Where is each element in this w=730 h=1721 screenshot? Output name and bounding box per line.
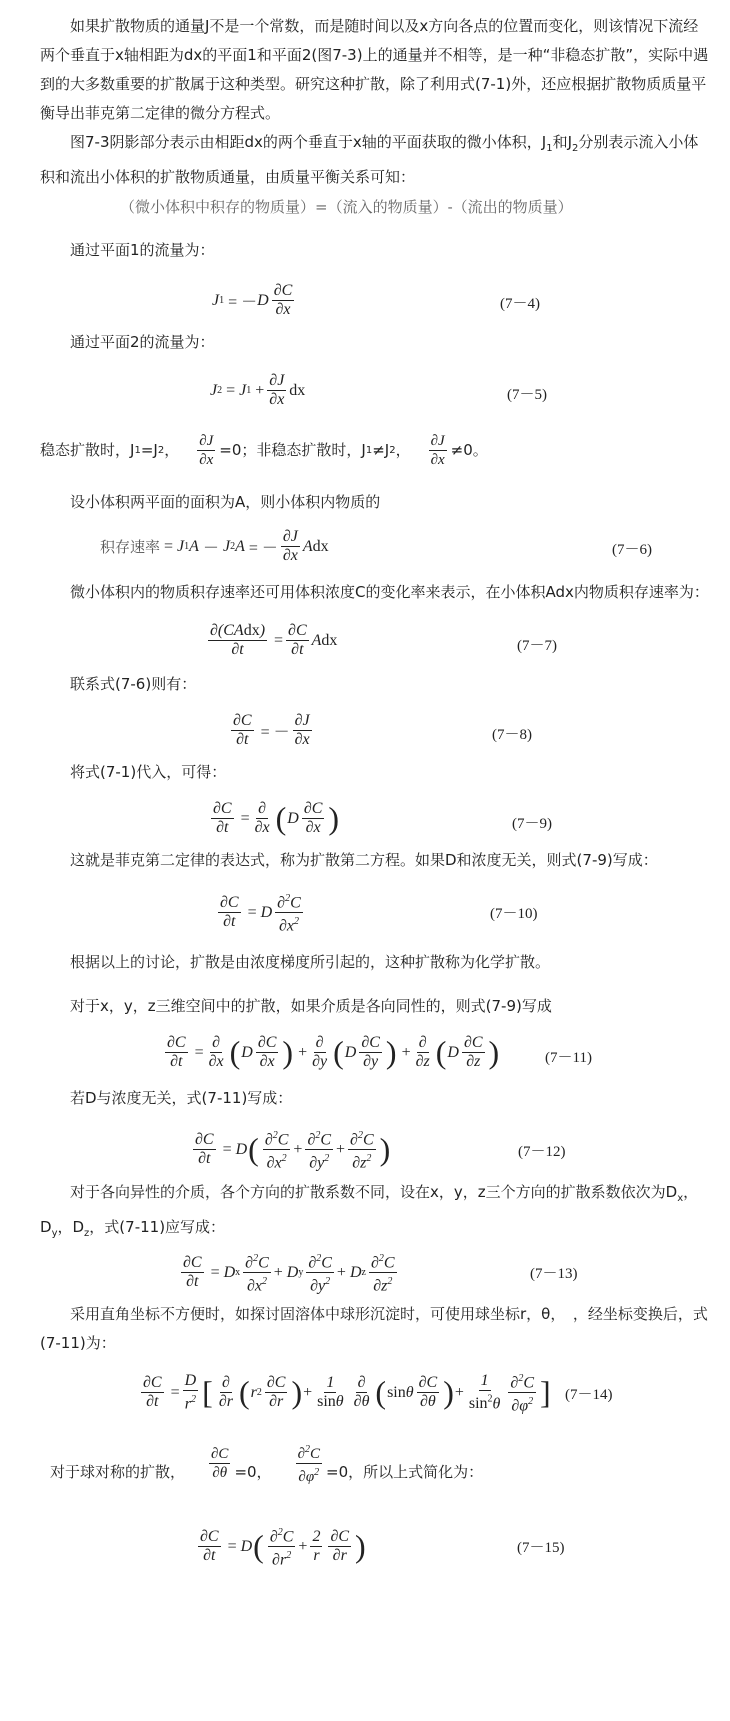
equation-7-8: $\frac{\partial C}{\partial t}$ = － $\frac{\partial J}{\partial x}$ — [233, 712, 310, 748]
steady-state-line: 稳态扩散时，J 1 =J 2 ， $\frac{\partial J}{\partial x}$ =0；非稳态扩散时，J 1 ≠J 2 ， $\frac{\partial J}{\partial x}$ ≠0。 — [40, 433, 488, 468]
equation-number-7-14: (7－14) — [565, 1387, 613, 1403]
equation-number-7-6: (7－6) — [612, 542, 652, 558]
equation-7-4: J 1 = － D $\frac{\partial C}{\partial x}$ — [212, 282, 293, 318]
substitute-label: 将式(7-1)代入，可得： — [70, 763, 227, 781]
equation-number-7-13: (7－13) — [530, 1266, 578, 1282]
equation-number-7-7: (7－7) — [517, 638, 557, 654]
equation-7-15: $\frac{\partial C}{\partial t}$ = D ( $\frac{\partial^2C}{\partial r^2}$ + $\frac{2}{r}$ $\frac{\partial C}{\partial r}$ ) — [195, 1524, 367, 1570]
equation-7-11: $\frac{\partial C}{\partial t}$ = $\frac{\partial}{\partial x}$ ( D $\frac{\partial C}{\partial x}$ ) + $\frac{\partial}{\partial y}$ ( D $\frac{\partial C}{\partial y}$ ) + $\frac{\partial}{\partial z}$ ( D $\frac{\partial C}{\partial z}$ ) — [167, 1034, 500, 1070]
chemical-diffusion-text: 根据以上的讨论，扩散是由浓度梯度所引起的，这种扩散称为化学扩散。 — [70, 953, 551, 971]
equation-7-10: $\frac{\partial C}{\partial t}$ = D $\frac{\partial^2C}{\partial x^2}$ — [215, 890, 306, 936]
flux1-label: 通过平面1的流量为： — [70, 241, 215, 259]
equation-7-13: $\frac{\partial C}{\partial t}$ = D x $\frac{\partial^2C}{\partial x^2}$ + D y $\frac{\partial^2C}{\partial y^2}$ + D z $\frac{\partial^2C}{\partial z^2}$ — [178, 1250, 400, 1296]
equation-number-7-12: (7－12) — [518, 1144, 566, 1160]
equation-7-7: $\frac{\text{∂(CAdx)}}{\partial t}$ = $\frac{\partial C}{\partial t}$ A dx — [210, 622, 338, 658]
equation-number-7-15: (7－15) — [517, 1540, 565, 1556]
equation-7-14: $\frac{\partial C}{\partial t}$ = $\frac{D}{r^2}$ [ $\frac{\partial}{\partial r}$ ( r 2 $\frac{\partial C}{\partial r}$ ) + $\frac{1}{\sin\theta}$ $\frac{\partial}{\partial\theta}$ ( sin θ $\frac{\partial C}{\partial\theta}$ ) + $\frac{1}{\sin^2\theta}$ $\frac{\partial^2C}{\partial\varphi^2}$ ] — [138, 1370, 552, 1416]
volume-text-a: 图7-3阴影部分表示由相距dx的两个垂直于x轴的平面获取的微小体积，J — [70, 133, 547, 151]
volume-paragraph: 图7-3阴影部分表示由相距dx的两个垂直于x轴的平面获取的微小体积，$J_1$和$J_2$分别表示流入小体积和流出小体积的扩散物质通量，由质量平衡关系可知： — [40, 133, 699, 186]
equation-7-5: J 2 = J 1 + $\frac{\partial J}{\partial x}$ dx — [210, 372, 306, 408]
flux2-label: 通过平面2的流量为： — [70, 333, 215, 351]
equation-number-7-11: (7－11) — [545, 1050, 592, 1066]
spherical-symmetry-line: 对于球对称的扩散， $\frac{\partial C}{\partial\theta}$ =0， $\frac{\partial^2C}{\partial\varphi^2}$ =0，所以上式简化为： — [40, 1440, 720, 1487]
rate-description: 微小体积内的物质积存速率还可用体积浓度C的变化率来表示，在小体积Adx内物质积存速率为： — [70, 583, 709, 601]
equation-number-7-4: (7－4) — [500, 296, 540, 312]
equation-7-9: $\frac{\partial C}{\partial t}$ = $\frac{\partial}{\partial x}$ ( D $\frac{\partial C}{\partial x}$ ) — [213, 800, 340, 836]
equation-number-7-8: (7－8) — [492, 727, 532, 743]
mass-balance-statement: （微小体积中积存的物质量）=（流入的物质量）-（流出的物质量） — [120, 198, 573, 216]
fick-second-law-text: 这就是菲克第二定律的表达式，称为扩散第二方程。如果D和浓度无关，则式(7-9)写成： — [70, 851, 658, 869]
area-label: 设小体积两平面的面积为A，则小体积内物质的 — [70, 493, 381, 511]
equation-number-7-9: (7－9) — [512, 816, 552, 832]
spherical-text: 采用直角坐标不方便时，如探讨固溶体中球形沉淀时，可使用球坐标r，θ， ，经坐标变换后，式(7-11)为： — [40, 1305, 708, 1352]
intro-paragraph: 如果扩散物质的通量J不是一个常数，而是随时间以及x方向各点的位置而变化，则该情况下流经两个垂直于x轴相距为dx的平面1和平面2(图7-3)上的通量并不相等，是一种“非稳态扩散”，实际中遇到的大多数重要的扩散属于这种类型。研究这种扩散，除了利用式(7-1)外，还应根据扩散物质质量平衡导出菲克第二定律的微分方程式。 — [40, 17, 709, 122]
combine-label: 联系式(7-6)则有： — [70, 675, 197, 693]
equation-number-7-5: (7－5) — [507, 387, 547, 403]
independent-text: 若D与浓度无关，式(7-11)写成： — [70, 1089, 293, 1107]
equation-number-7-10: (7－10) — [490, 906, 538, 922]
anisotropic-text: 对于各向异性的介质，各个方向的扩散系数不同，设在x，y，z三个方向的扩散系数依次为$D_x$，$D_y$，$D_z$，式(7-11)应写成： — [40, 1183, 699, 1239]
three-d-text: 对于x，y，z三维空间中的扩散，如果介质是各向同性的，则式(7-9)写成 — [70, 997, 552, 1015]
equation-7-12: $\frac{\partial C}{\partial t}$ = D ( $\frac{\partial^2C}{\partial x^2}$ + $\frac{\partial^2C}{\partial y^2}$ + $\frac{\partial^2C}{\partial z^2}$ ) — [190, 1127, 391, 1173]
equation-7-6: 积存速率 = J 1 A － J 2 A = － $\frac{\partial J}{\partial x}$ A dx — [100, 528, 329, 564]
